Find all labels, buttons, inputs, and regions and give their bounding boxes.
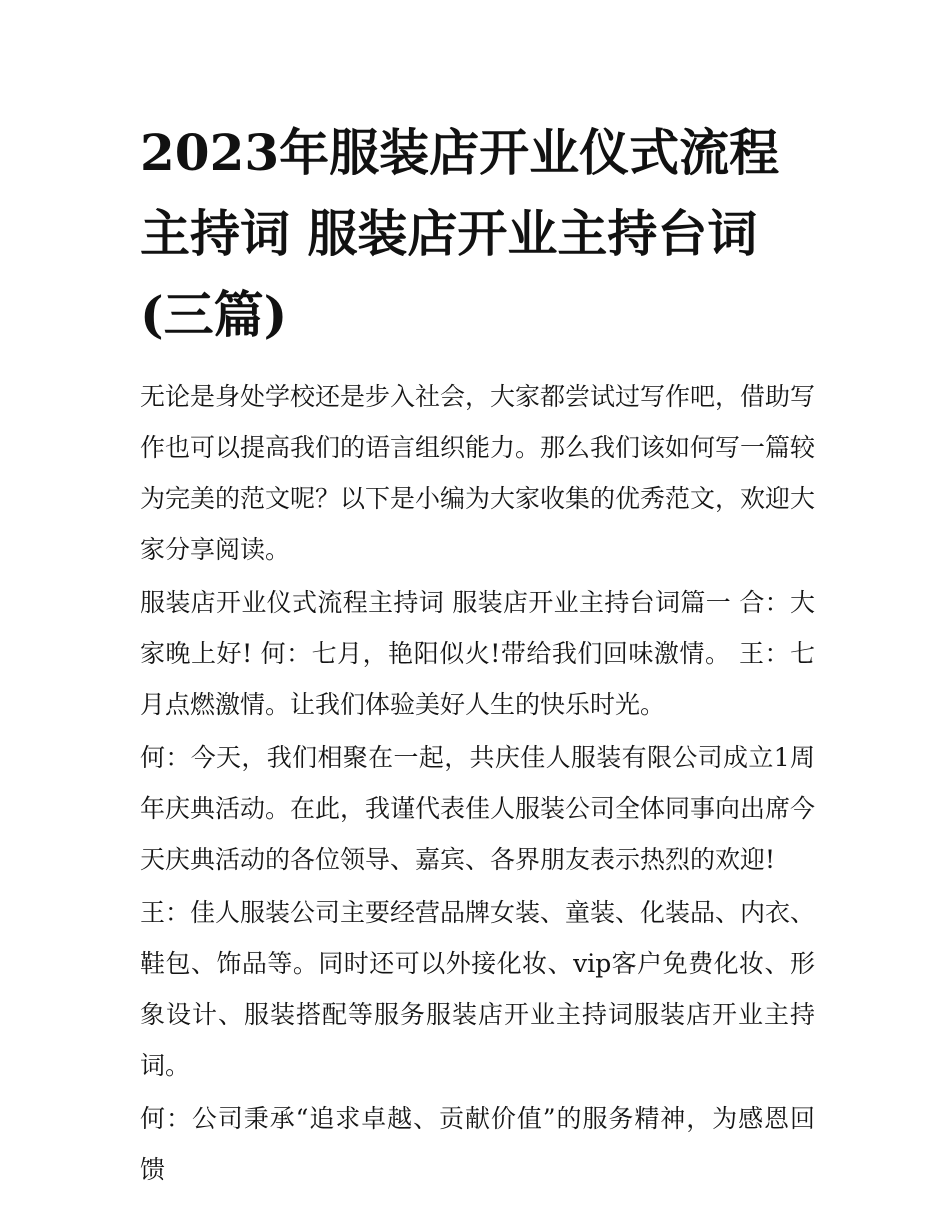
document-body	[140, 371, 815, 1195]
document-page	[140, 112, 815, 1197]
paragraph-opening: 服装店开业仪式流程主持词 服装店开业主持台词篇一 合：大家晚上好! 何：七月，艳阳似火!带给我们回味激情。 王：七月点燃激情。让我们体验美好人生的快乐时光。	[140, 588, 815, 719]
paragraph-business: 王：佳人服装公司主要经营品牌女装、童装、化装品、内衣、鞋包、饰品等。同时还可以外接化妆、vip客户免费化妆、形象设计、服装搭配等服务服装店开业主持词服装店开业主持词。	[140, 898, 816, 1080]
paragraph-welcome: 何：今天，我们相聚在一起，共庆佳人服装有限公司成立1周年庆典活动。在此，我谨代表佳人服装公司全体同事向出席今天庆典活动的各位领导、嘉宾、各界朋友表示热烈的欢迎!	[140, 743, 816, 874]
document-title: 2023年服装店开业仪式流程主持词 服装店开业主持台词(三篇)	[140, 123, 780, 344]
paragraph-intro: 无论是身处学校还是步入社会，大家都尝试过写作吧，借助写作也可以提高我们的语言组织能力。那么我们该如何写一篇较为完美的范文呢？以下是小编为大家收集的优秀范文，欢迎大家分享阅读。	[140, 382, 816, 564]
paragraph-service-spirit: 何：公司秉承“追求卓越、贡献价值”的服务精神，为感恩回馈	[140, 1104, 815, 1184]
